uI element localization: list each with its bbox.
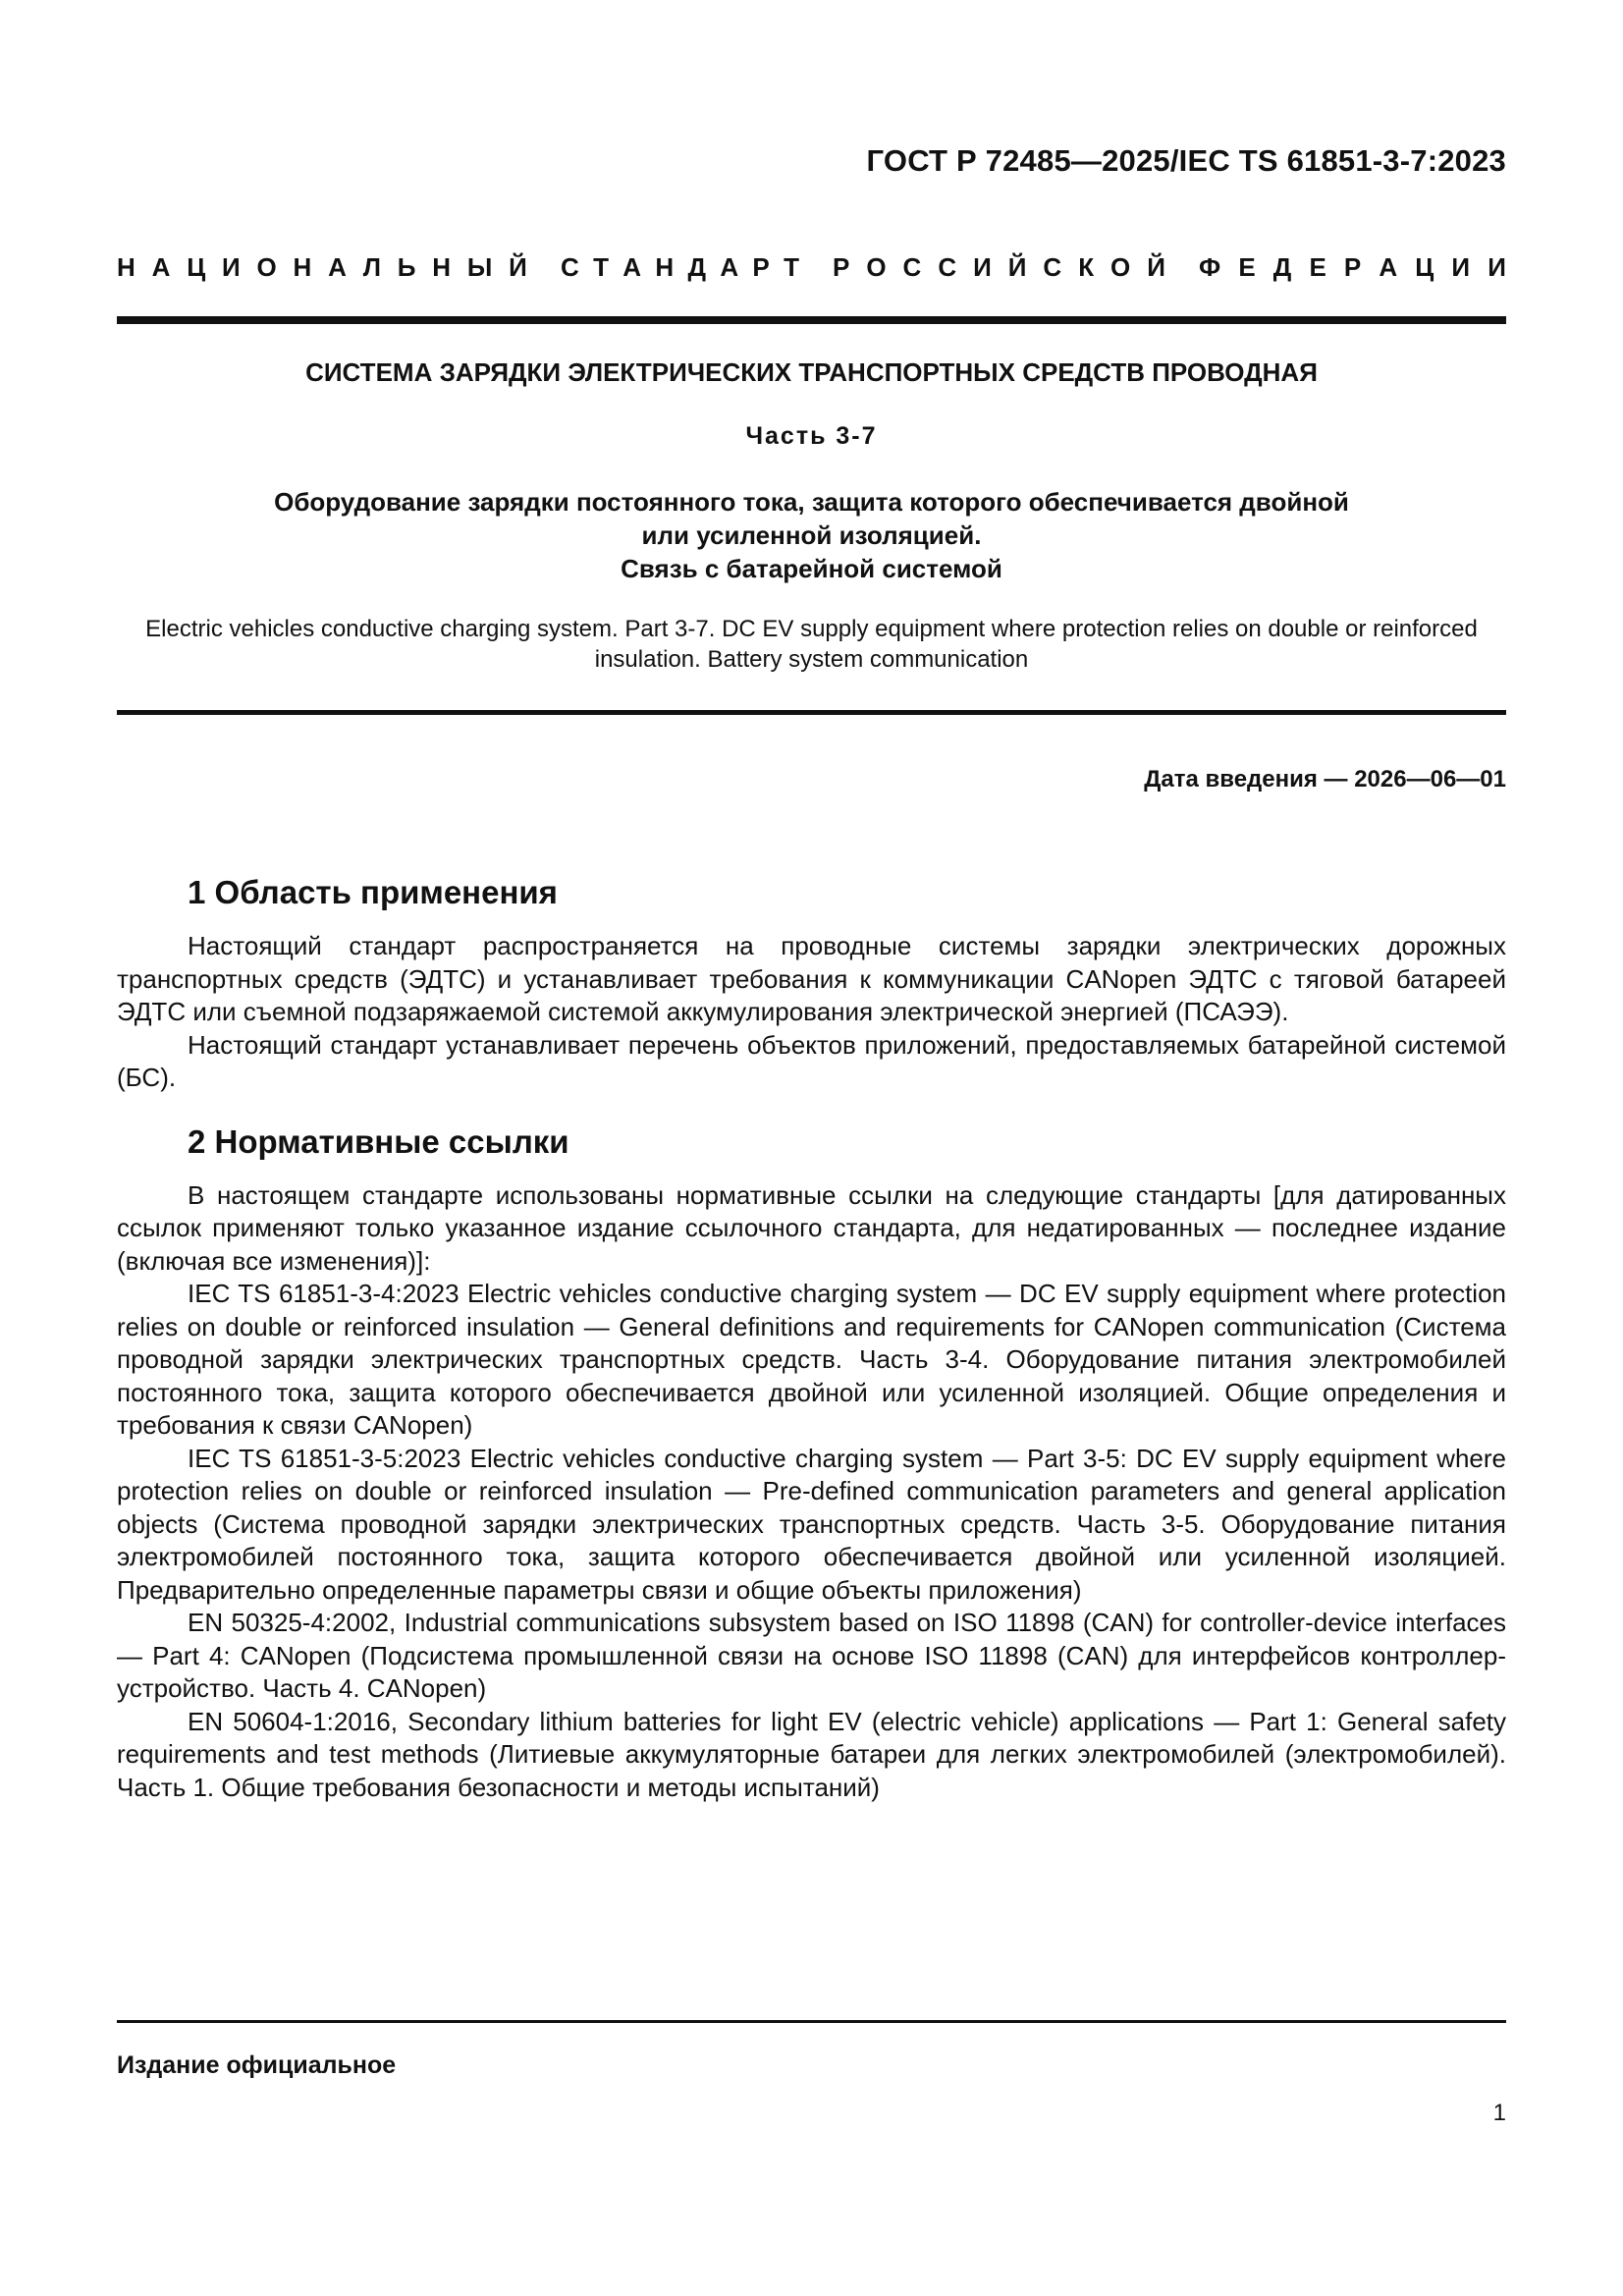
subtitle-line-3: Связь с батарейной системой [621,554,1002,583]
paragraph: В настоящем стандарте использованы нормативные ссылки на следующие стандарты [для датированных ссылок применяют только указанное издание ссылочного стандарта, для недатированных — последнее издание (включая все изменения)]: [117,1179,1506,1276]
banner-word-3: Р О С С И Й С К О Й [833,252,1165,282]
document-body [117,873,1506,1804]
footer-divider [117,2020,1506,2023]
subtitle-line-2: или усиленной изоляцией. [641,520,982,550]
reference-item: EN 50325-4:2002, Industrial communications subsystem based on ISO 11898 (CAN) for controller-device interfaces — Part 4: CANopen (Подсистема промышленной связи на основе ISO 11898 (CAN) для интерфейсов контроллер-устройство. Часть 4. CANopen) [117,1608,1506,1703]
edition-label: Издание официальное [117,2051,397,2079]
national-standard-banner [117,252,1506,283]
paragraph: Настоящий стандарт устанавливает перечень объектов приложений, предоставляемых батарейной системой (БС). [117,1029,1506,1092]
reference-item: EN 50604-1:2016, Secondary lithium batteries for light EV (electric vehicle) applications — Part 1: General safety requirements and test methods (Литиевые аккумуляторные батареи для легких электромобилей (электромобилей). Часть 1. Общие требования безопасности и методы испытаний) [117,1706,1506,1802]
english-title: Electric vehicles conductive charging system. Part 3-7. DC EV supply equipment where protection relies on double or reinforced insulation. Battery system communication [145,616,1478,673]
title-divider [117,710,1506,715]
part-label: Часть 3-7 [745,422,878,450]
section-heading: 1 Область применения [188,874,558,910]
document-code: ГОСТ Р 72485—2025/IEC TS 61851-3-7:2023 [866,143,1506,178]
banner-word-2: С Т А Н Д А Р Т [561,252,799,282]
reference-item: IEC TS 61851-3-4:2023 Electric vehicles conductive charging system — DC EV supply equipment where protection relies on double or reinforced insulation — General definitions and requirements for CANopen communication (Система проводной зарядки электрических транспортных средств. Часть 3-4. Оборудование питания электромобилей постоянного тока, защита которого обеспечивается двойной или усиленной изоляцией. Общие определения и требования к связи CANopen) [117,1279,1506,1440]
introduction-date: Дата введения — 2026—06—01 [1144,766,1506,793]
section-scope [117,873,1506,1095]
subtitle-line-1: Оборудование зарядки постоянного тока, защита которого обеспечивается двойной [274,487,1349,517]
reference-item: IEC TS 61851-3-5:2023 Electric vehicles conductive charging system — Part 3-5: DC EV supply equipment where protection relies on double or reinforced insulation — Pre-defined communication parameters and general application objects (Система проводной зарядки электрических транспортных средств. Часть 3-5. Оборудование питания электромобилей постоянного тока, защита которого обеспечивается двойной или усиленной изоляцией. Предварительно определенные параметры связи и общие объекты приложения) [117,1443,1506,1605]
section-heading: 2 Нормативные ссылки [188,1122,569,1160]
main-title: СИСТЕМА ЗАРЯДКИ ЭЛЕКТРИЧЕСКИХ ТРАНСПОРТНЫХ СРЕДСТВ ПРОВОДНАЯ [305,357,1318,387]
banner-word-4: Ф Е Д Е Р А Ц И И [1199,252,1506,282]
page-number: 1 [1492,2100,1506,2126]
section-normative-references [117,1122,1506,1805]
banner-word-1: Н А Ц И О Н А Л Ь Н Ы Й [117,252,527,282]
top-divider [117,316,1506,324]
subtitle [117,485,1506,585]
paragraph: Настоящий стандарт распространяется на проводные системы зарядки электрических дорожных транспортных средств (ЭДТС) и устанавливает требования к коммуникации CANopen ЭДТС с тяговой батареей ЭДТС или съемной подзаряжаемой системой аккумулирования электрической энергией (ПСАЭЭ). [117,931,1506,1026]
